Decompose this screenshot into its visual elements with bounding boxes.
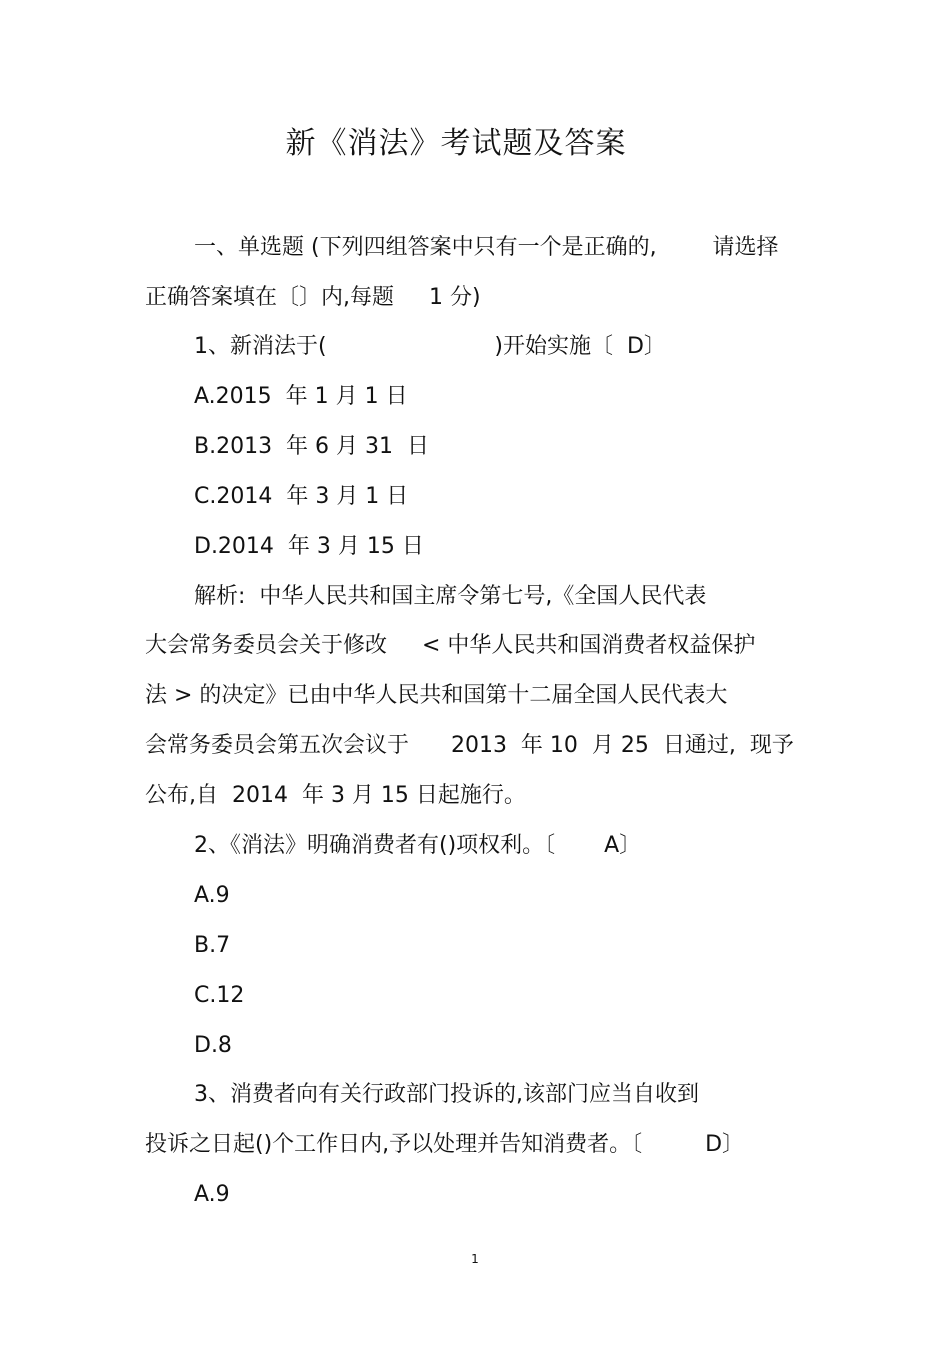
question-1-analysis-line-2: 大会常务委员会关于修改 < 中华人民共和国消费者权益保护 xyxy=(145,633,756,658)
question-2-option-a: A.9 xyxy=(194,883,230,908)
section-heading-line-2: 正确答案填在〔〕内,每题 1 分) xyxy=(145,285,481,310)
question-1-stem: 1、新消法于( )开始实施〔 D〕 xyxy=(194,334,666,359)
question-1-analysis-line-5: 公布,自 2014 年 3 月 15 日起施行。 xyxy=(145,783,526,808)
question-3-stem-line-2: 投诉之日起()个工作日内,予以处理并告知消费者。〔 D〕 xyxy=(145,1132,745,1157)
question-2-stem: 2、《消法》明确消费者有()项权利。〔 A〕 xyxy=(194,833,642,858)
question-3-option-a: A.9 xyxy=(194,1182,230,1207)
question-3-stem-line-1: 3、消费者向有关行政部门投诉的,该部门应当自收到 xyxy=(194,1082,699,1107)
document-title: 新《消法》考试题及答案 xyxy=(285,126,627,161)
question-2-option-d: D.8 xyxy=(194,1033,232,1058)
question-1-option-d: D.2014 年 3 月 15 日 xyxy=(194,534,424,559)
section-heading-line-1: 一、单选题 (下列四组答案中只有一个是正确的, 请选择 xyxy=(194,235,779,260)
question-1-option-c: C.2014 年 3 月 1 日 xyxy=(194,484,409,509)
question-1-analysis-line-3: 法 > 的决定》已由中华人民共和国第十二届全国人民代表大 xyxy=(145,683,728,708)
question-1-analysis-line-4: 会常务委员会第五次会议于 2013 年 10 月 25 日通过, 现予 xyxy=(145,733,794,758)
question-1-analysis-line-1: 解析: 中华人民共和国主席令第七号,《全国人民代表 xyxy=(194,584,707,609)
question-1-option-b: B.2013 年 6 月 31 日 xyxy=(194,434,430,459)
question-2-option-b: B.7 xyxy=(194,933,231,958)
question-1-option-a: A.2015 年 1 月 1 日 xyxy=(194,384,408,409)
question-2-option-c: C.12 xyxy=(194,983,245,1008)
page-number: 1 xyxy=(471,1252,479,1266)
